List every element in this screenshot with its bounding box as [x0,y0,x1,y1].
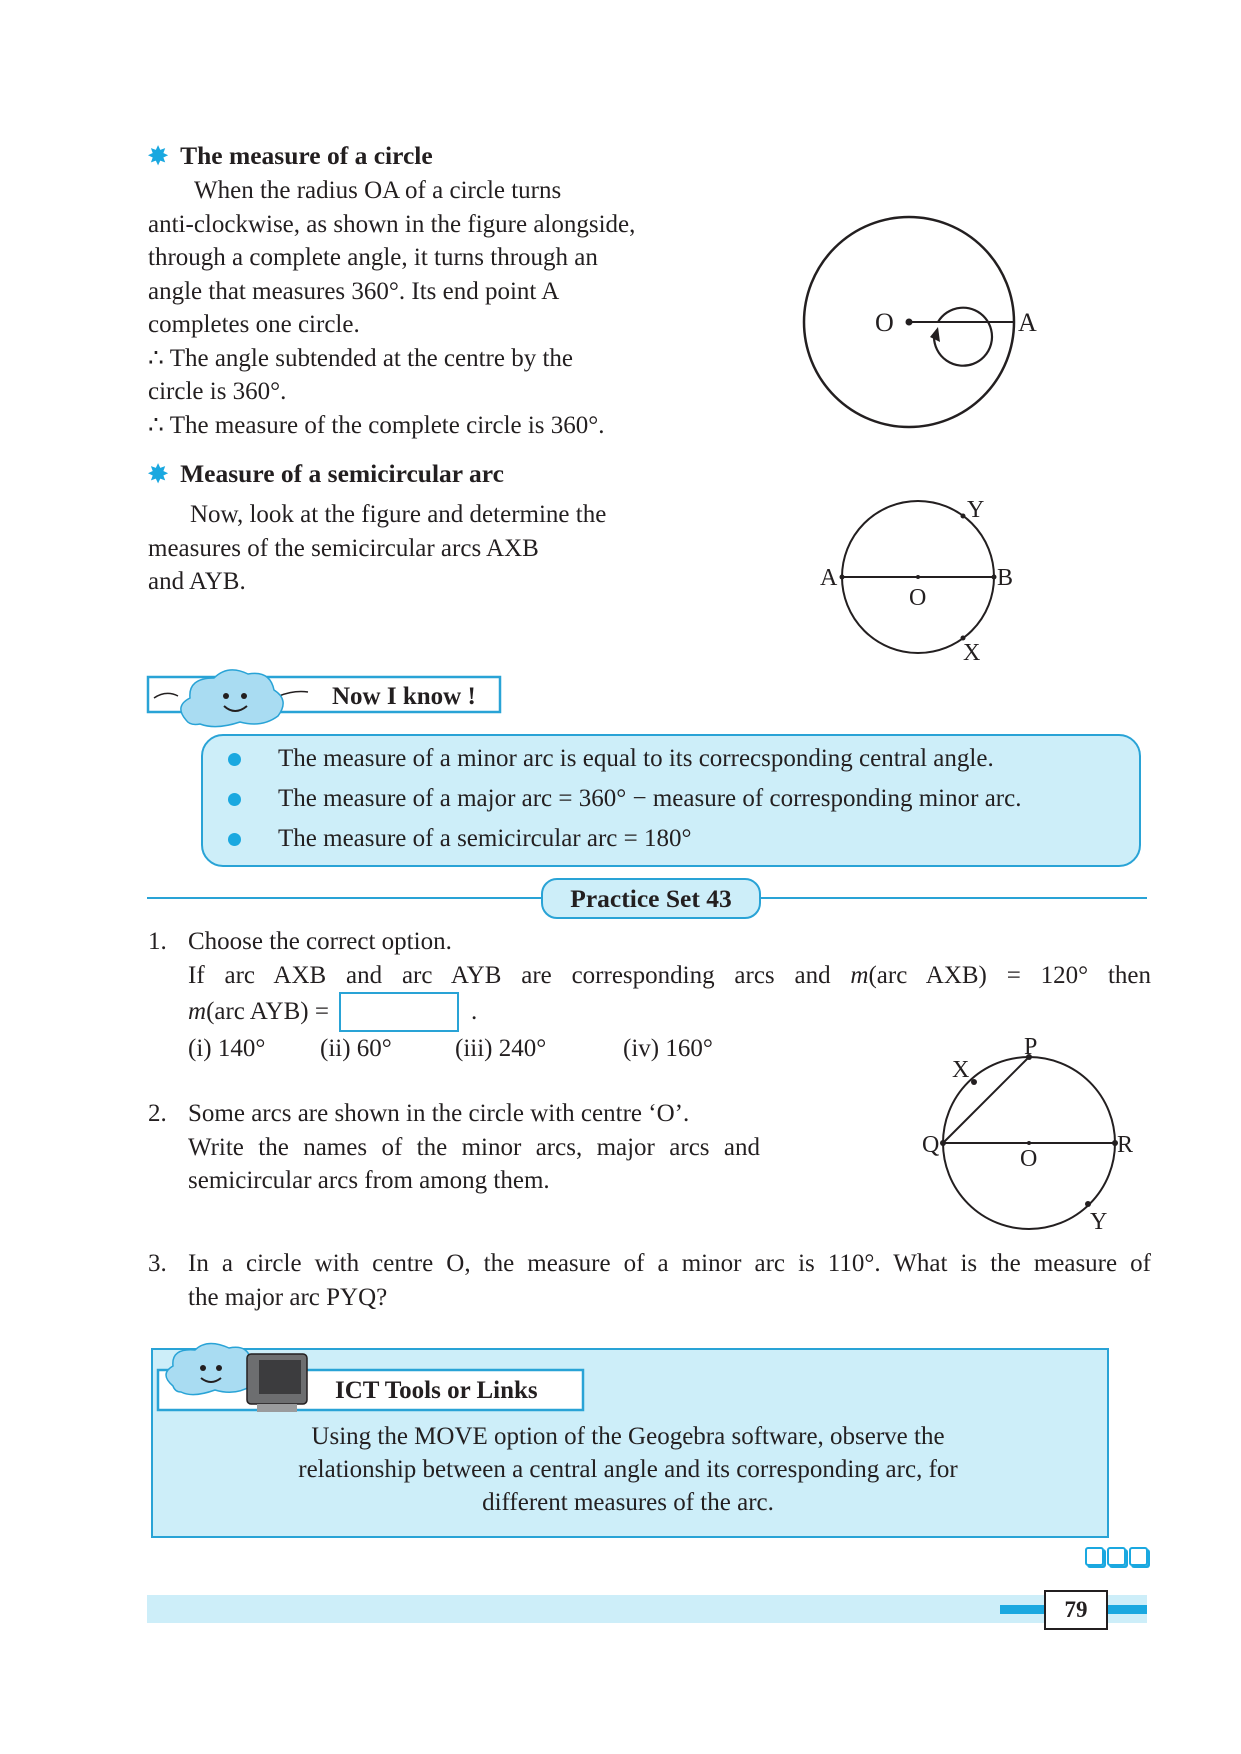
label-y: Y [967,497,985,523]
bullet-dot-icon [228,833,241,846]
label-o: O [909,585,927,611]
section2-paragraph: Now, look at the figure and determine the measures of the semicircular arcs AXB and AYB. [148,501,607,595]
point-a [840,575,845,580]
question-3: In a circle with centre O, the measure of a minor arc is 110°. What is the measure of the major arc PYQ? [188,1250,1151,1311]
question-number: 3. [148,1250,167,1277]
bullet-dot-icon [228,793,241,806]
option-ii[interactable]: (ii) 60° [320,1035,392,1062]
label-a: A [1018,308,1037,337]
question-2: Some arcs are shown in the circle with centre ‘O’. Write the names of the minor arcs, major arcs and semicircular arcs from among them. [188,1100,760,1194]
ict-text: Using the MOVE option of the Geogebra software, observe the relationship between a central angle and its corresponding arc, for different measures of the arc. [298,1423,958,1516]
label-o: O [1020,1146,1038,1172]
question-1: Choose the correct option. If arc AXB and arc AYB are corresponding arcs and m(arc AXB) = 120° then m (arc AYB) = . (i) 140° (ii) 60° (iii) 240° (iv) 160° [188,925,1151,1066]
list-item: The measure of a semicircular arc = 180° [203,819,1139,859]
label-y: Y [1090,1209,1108,1232]
ict-title: ICT Tools or Links [335,1377,538,1404]
label-b: B [997,565,1014,591]
point-q [940,1140,946,1146]
rotation-arc [934,308,992,366]
ict-header [155,1340,595,1420]
point-y [961,514,966,519]
label-x: X [952,1057,970,1083]
label-o: O [875,308,894,337]
point-b [992,575,997,580]
full-circle-figure [795,210,1055,440]
section-heading-measure-of-circle: ✸ The measure of a circle [148,141,433,170]
star-bullet-icon: ✸ [148,461,169,488]
point-x [971,1079,977,1085]
option-iv[interactable]: (iv) 160° [623,1035,713,1062]
now-i-know-title: Now I know ! [332,683,476,710]
question-1-statement: If arc AXB and arc AYB are corresponding arcs and m(arc AXB) = 120° then [188,961,1151,989]
practice-set-title: Practice Set 43 [541,878,761,919]
label-q: Q [922,1132,940,1158]
semicircle-figure [815,488,1025,668]
end-mark-icon [1085,1547,1148,1566]
question-number: 1. [148,928,167,955]
point-y [1085,1201,1091,1207]
label-a: A [820,565,838,591]
bullet-dot-icon [228,753,241,766]
point-o [916,575,920,579]
footer-band [147,1595,1147,1623]
answer-blank-box[interactable] [339,992,459,1032]
arcs-circle-figure [912,1032,1142,1232]
point-o [1027,1141,1031,1145]
question-number: 2. [148,1100,167,1127]
section-heading-semicircular-arc: ✸ Measure of a semicircular arc [148,459,504,488]
star-bullet-icon: ✸ [148,143,169,170]
page-number: 79 [1044,1590,1108,1630]
question-1-answer-line: m (arc AYB) = . [188,992,1151,1032]
option-i[interactable]: (i) 140° [188,1035,266,1062]
label-p: P [1024,1034,1038,1060]
option-iii[interactable]: (iii) 240° [455,1035,547,1062]
list-item: The measure of a major arc = 360° − measure of corresponding minor arc. [203,779,1139,819]
label-x: X [963,640,981,666]
label-r: R [1117,1132,1134,1158]
section1-paragraph: When the radius OA of a circle turns anti-clockwise, as shown in the figure alongside, through a complete angle, it turns through an angle that measures 360°. Its end point A completes one circle. ∴ The angle subtended at the centre by the circle is 360°. ∴ The measure of the complete circle is 360°. [148,177,636,439]
now-i-know-box [201,734,1141,867]
centre-point [906,319,913,326]
list-item: The measure of a minor arc is equal to its correcsponding central angle. [203,739,1139,779]
